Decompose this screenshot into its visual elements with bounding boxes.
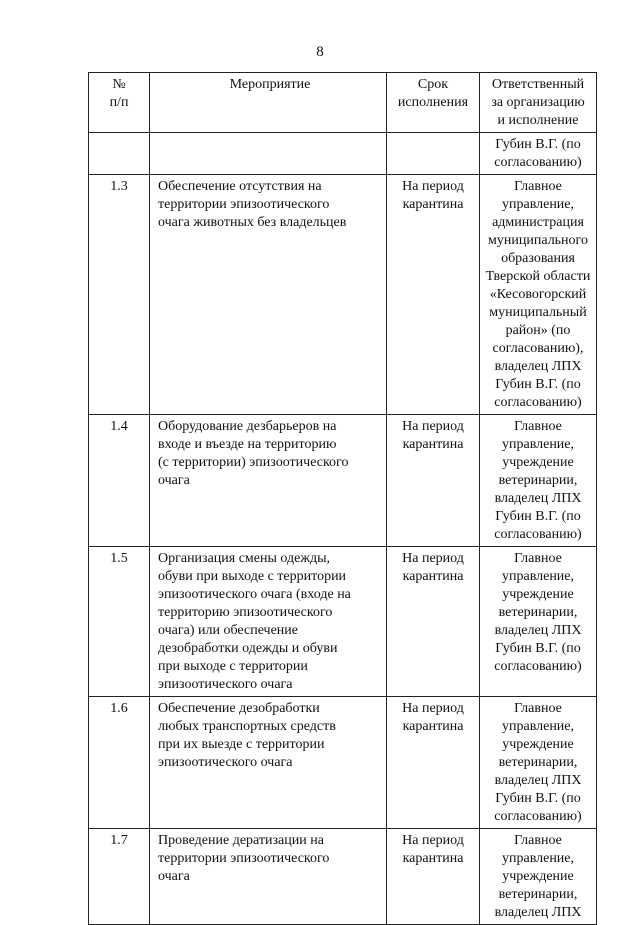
- table-row: [89, 829, 597, 925]
- header-responsible: Ответственный за организацию и исполнение: [480, 73, 597, 133]
- row-number: 1.4: [89, 415, 150, 547]
- row-responsible: Главное управление, учреждение ветеринарии, владелец ЛПХ Губин В.Г. (по согласованию): [480, 415, 597, 547]
- table-row: [89, 547, 597, 697]
- row-event: Оборудование дезбарьеров на входе и въезде на территорию (с территории) эпизоотического очага: [150, 415, 387, 547]
- row-responsible: Главное управление, администрация муниципального образования Тверской области «Кесовогорский муниципальный район» (по согласованию), владелец ЛПХ Губин В.Г. (по согласованию): [480, 175, 597, 415]
- row-term: [387, 133, 480, 175]
- row-term: На период карантина: [387, 547, 480, 697]
- header-event: Мероприятие: [150, 73, 387, 133]
- table-row: [89, 133, 597, 175]
- row-number: 1.3: [89, 175, 150, 415]
- row-event: Организация смены одежды, обуви при выходе с территории эпизоотического очага (входе на территорию эпизоотического очага) или обеспечение дезобработки одежды и обуви при выходе с территории эпизоотического очага: [150, 547, 387, 697]
- table-row: [89, 697, 597, 829]
- table-row: [89, 415, 597, 547]
- row-responsible: Главное управление, учреждение ветеринарии, владелец ЛПХ Губин В.Г. (по согласованию): [480, 547, 597, 697]
- row-event: [150, 133, 387, 175]
- header-number: № п/п: [89, 73, 150, 133]
- row-number: [89, 133, 150, 175]
- row-number: 1.5: [89, 547, 150, 697]
- row-number: 1.6: [89, 697, 150, 829]
- row-responsible: Губин В.Г. (по согласованию): [480, 133, 597, 175]
- row-responsible: Главное управление, учреждение ветеринарии, владелец ЛПХ Губин В.Г. (по согласованию): [480, 697, 597, 829]
- row-event: Обеспечение дезобработки любых транспортных средств при их выезде с территории эпизоотического очага: [150, 697, 387, 829]
- row-number: 1.7: [89, 829, 150, 925]
- page-number: 8: [316, 44, 324, 60]
- row-responsible: Главное управление, учреждение ветеринарии, владелец ЛПХ: [480, 829, 597, 925]
- row-term: На период карантина: [387, 697, 480, 829]
- row-event: Проведение дератизации на территории эпизоотического очага: [150, 829, 387, 925]
- row-term: На период карантина: [387, 415, 480, 547]
- row-term: На период карантина: [387, 175, 480, 415]
- table-row: [89, 175, 597, 415]
- row-event: Обеспечение отсутствия на территории эпизоотического очага животных без владельцев: [150, 175, 387, 415]
- measures-table: [88, 72, 597, 925]
- row-term: На период карантина: [387, 829, 480, 925]
- table-header-row: [89, 73, 597, 133]
- header-term: Срок исполнения: [387, 73, 480, 133]
